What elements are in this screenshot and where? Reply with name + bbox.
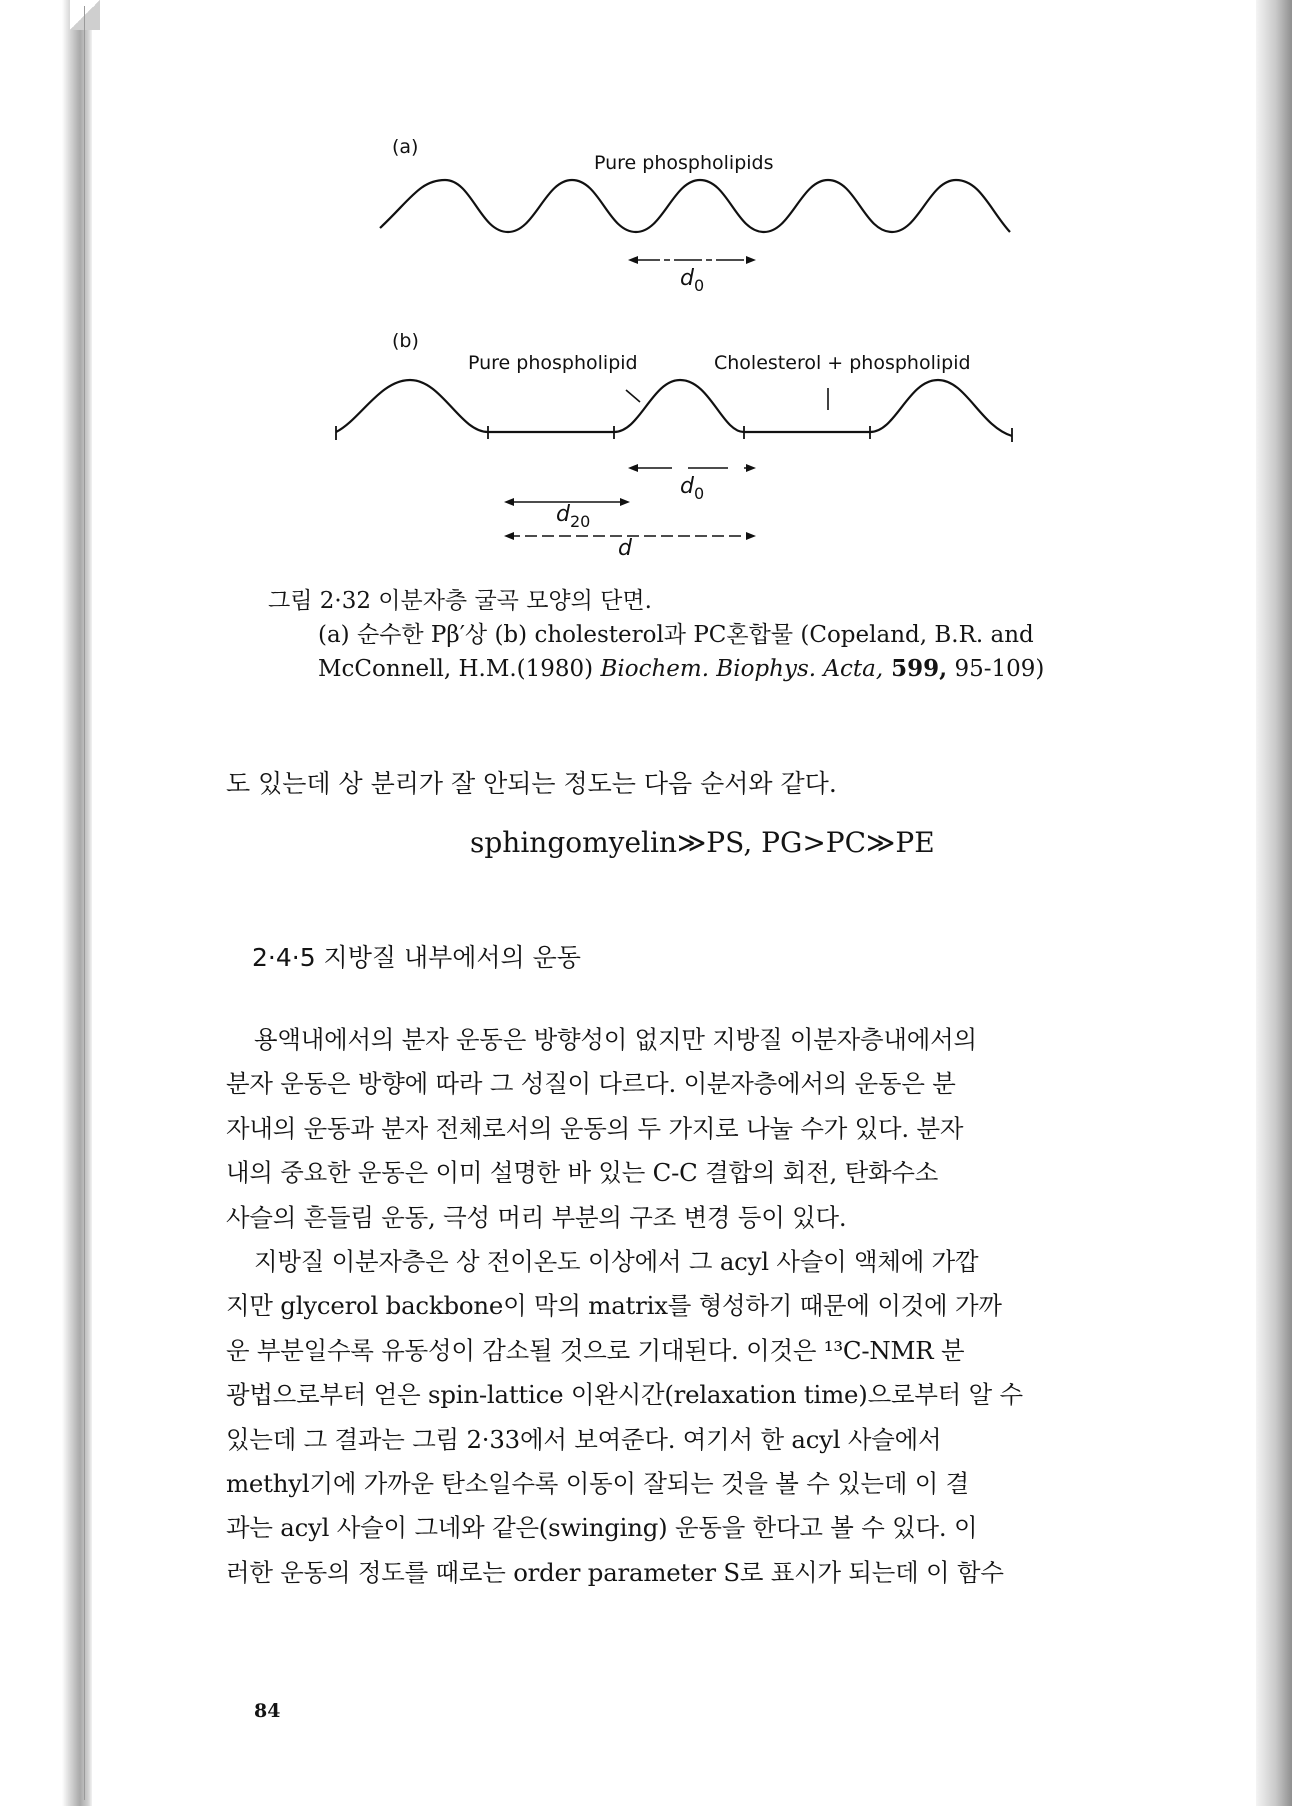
paragraph-2-line: 있는데 그 결과는 그림 2·33에서 보여준다. 여기서 한 acyl 사슬에서 [226, 1424, 942, 1454]
figure-caption [268, 584, 1148, 686]
figure-diagram [360, 130, 1020, 570]
panel-b-d0-label [680, 474, 704, 503]
paragraph-2-line: 광법으로부터 얻은 spin-lattice 이완시간(relaxation time)으로부터 알 수 [226, 1380, 1023, 1410]
arrowhead-left [504, 532, 514, 540]
d-symbol: d [680, 474, 694, 499]
d-subscript: 0 [693, 276, 705, 295]
paragraph-2-line: 운 부분일수록 유동성이 감소될 것으로 기대된다. 이것은 ¹³C-NMR 분 [226, 1335, 965, 1365]
page-left-edge [0, 0, 92, 1806]
d-symbol: d [556, 502, 570, 527]
panel-b-pure-label: Pure phospholipid [468, 352, 638, 374]
section-heading: 2·4·5 지방질 내부에서의 운동 [252, 943, 581, 972]
panel-b-d20-label [556, 502, 590, 531]
d-symbol: d [680, 266, 694, 291]
figure-2-32 [360, 130, 1020, 570]
paragraph-2-line: methyl기에 가까운 탄소일수록 이동이 잘되는 것을 볼 수 있는데 이 결 [226, 1468, 970, 1498]
panel-b-label: (b) [392, 330, 419, 352]
pure-phospholipid-wave [380, 180, 1010, 232]
arrowhead-left [628, 256, 638, 264]
caption-pages: 95-109) [947, 656, 1045, 682]
paragraph-1-line: 분자 운동은 방향에 따라 그 성질이 다르다. 이분자층에서의 운동은 분 [226, 1069, 956, 1099]
panel-b-d-label: d [618, 536, 632, 561]
paragraph-1-line: 내의 중요한 운동은 이미 설명한 바 있는 C-C 결합의 회전, 탄화수소 [226, 1158, 939, 1188]
arrowhead-right [746, 256, 756, 264]
panel-b-cholesterol-label: Cholesterol + phospholipid [714, 352, 971, 374]
lead-sentence: 도 있는데 상 분리가 잘 안되는 정도는 다음 순서와 같다. [226, 769, 837, 798]
paragraph-2-line: 지만 glycerol backbone이 막의 matrix를 형성하기 때문에 이것에 가까 [226, 1291, 1002, 1321]
pointer-pure [626, 390, 640, 402]
paragraph-1-line: 자내의 운동과 분자 전체로서의 운동의 두 가지로 나눌 수가 있다. 분자 [226, 1113, 964, 1143]
caption-volume: 599, [883, 655, 948, 682]
paragraph-1-line: 용액내에서의 분자 운동은 방향성이 없지만 지방질 이분자층내에서의 [254, 1025, 977, 1054]
arrowhead-right [746, 464, 756, 472]
arrowhead-left [504, 498, 514, 506]
cholesterol-phospholipid-profile [336, 380, 1012, 436]
panel-a-d0-label [680, 266, 704, 295]
page-right-edge [1256, 0, 1292, 1806]
paragraph-2-line: 과는 acyl 사슬이 그네와 같은(swinging) 운동을 한다고 볼 수 있다. 이 [226, 1513, 978, 1543]
arrowhead-right [620, 498, 630, 506]
d-subscript: 20 [569, 512, 591, 531]
paragraph-2-line: 지방질 이분자층은 상 전이온도 이상에서 그 acyl 사슬이 액체에 가깝 [254, 1246, 979, 1276]
caption-line-1: (a) 순수한 Pβ′상 (b) cholesterol과 PC혼합물 (Copeland, B.R. and [318, 622, 1034, 648]
caption-title: 그림 2·32 이분자층 굴곡 모양의 단면. [268, 588, 652, 614]
panel-a-title: Pure phospholipids [594, 152, 774, 174]
d-subscript: 0 [693, 484, 705, 503]
caption-journal: Biochem. Biophys. Acta, [600, 656, 884, 682]
arrowhead-left [628, 464, 638, 472]
panel-a-label: (a) [392, 136, 419, 158]
phase-separation-order-formula: sphingomyelin≫PS, PG>PC≫PE [470, 826, 935, 859]
paragraph-2-line: 러한 운동의 정도를 때로는 order parameter S로 표시가 되는데 이 함수 [226, 1557, 1004, 1587]
paragraph-1-line: 사슬의 흔들림 운동, 극성 머리 부분의 구조 변경 등이 있다. [226, 1202, 847, 1232]
body-text [226, 1018, 1154, 1595]
page-number: 84 [254, 1700, 281, 1722]
caption-line-2 [268, 652, 1148, 686]
caption-authors: McConnell, H.M.(1980) [318, 656, 601, 682]
arrowhead-right [746, 532, 756, 540]
